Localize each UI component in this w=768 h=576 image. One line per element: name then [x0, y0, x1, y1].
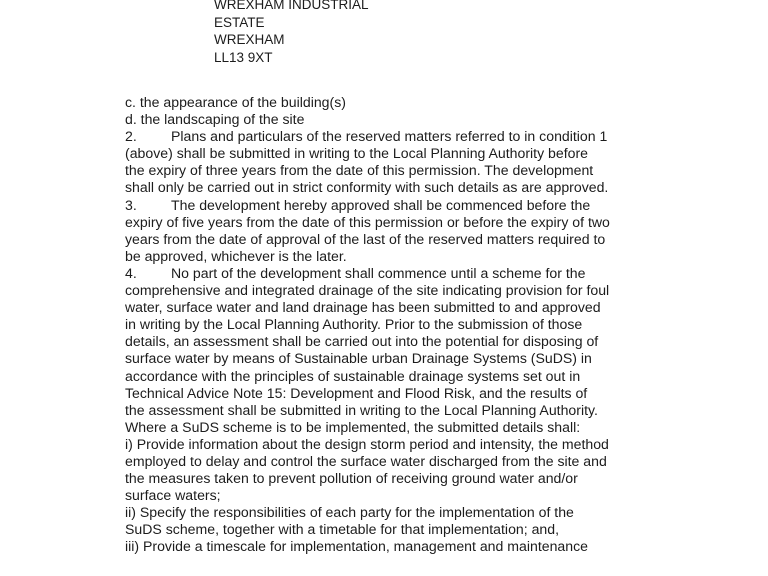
condition-4-first-line	[125, 265, 765, 282]
condition-2-line: (above) shall be submitted in writing to the Local Planning Authority before	[125, 145, 589, 162]
condition-2-line: the expiry of three years from the date of this permission. The development	[125, 162, 594, 179]
condition-4-line: i) Provide information about the design storm period and intensity, the method	[125, 435, 609, 452]
condition-number: 4.	[125, 264, 137, 281]
condition-number: 3.	[125, 196, 137, 213]
condition-3-line: be approved, whichever is the later.	[125, 247, 347, 264]
condition-text: The development hereby approved shall be commenced before the	[171, 196, 591, 213]
condition-4-line: Where a SuDS scheme is to be implemented, the submitted details shall:	[125, 418, 581, 435]
address-line: WREXHAM INDUSTRIAL	[214, 0, 369, 12]
condition-4-line: comprehensive and integrated drainage of the site indicating provision for foul	[125, 282, 610, 299]
condition-4-line: water, surface water and land drainage has been submitted to and approved	[125, 299, 601, 316]
address-line: ESTATE	[214, 14, 265, 30]
recipient-address	[214, 0, 369, 66]
condition-3-line: years from the date of approval of the last of the reserved matters required to	[125, 230, 606, 247]
conditions-text	[125, 94, 765, 556]
condition-4-line: employed to delay and control the surface water discharged from the site and	[125, 452, 607, 469]
address-postcode: LL13 9XT	[214, 49, 273, 65]
condition-4-line: iii) Provide a timescale for implementation, management and maintenance	[125, 538, 588, 555]
condition-2-line: shall only be carried out in strict conformity with such details as are approved.	[125, 179, 609, 196]
condition-2-first-line	[125, 128, 765, 145]
condition-4-line: the measures taken to prevent pollution of receiving ground water and/or	[125, 470, 578, 487]
condition-4-line: surface water by means of Sustainable urban Drainage Systems (SuDS) in	[125, 350, 592, 367]
condition-4-line: accordance with the principles of sustainable drainage systems set out in	[125, 367, 581, 384]
condition-3-line: expiry of five years from the date of this permission or before the expiry of two	[125, 213, 610, 230]
condition-number: 2.	[125, 128, 137, 145]
condition-4-line: the assessment shall be submitted in writing to the Local Planning Authority.	[125, 401, 598, 418]
condition-4-line: surface waters;	[125, 487, 221, 504]
condition-text: No part of the development shall commence until a scheme for the	[171, 264, 586, 281]
condition-4-line: ii) Specify the responsibilities of each party for the implementation of the	[125, 504, 574, 521]
condition-4-line: SuDS scheme, together with a timetable for that implementation; and,	[125, 521, 560, 538]
item-d: d. the landscaping of the site	[125, 111, 305, 128]
condition-4-line: details, an assessment shall be carried out into the potential for disposing of	[125, 333, 599, 350]
condition-4-line: in writing by the Local Planning Authority. Prior to the submission of those	[125, 316, 583, 333]
condition-4-line: Technical Advice Note 15: Development and Flood Risk, and the results of	[125, 384, 588, 401]
address-line: WREXHAM	[214, 32, 285, 48]
item-c: c. the appearance of the building(s)	[125, 94, 346, 110]
condition-3-first-line	[125, 197, 765, 214]
condition-text: Plans and particulars of the reserved matters referred to in condition 1	[171, 128, 608, 145]
